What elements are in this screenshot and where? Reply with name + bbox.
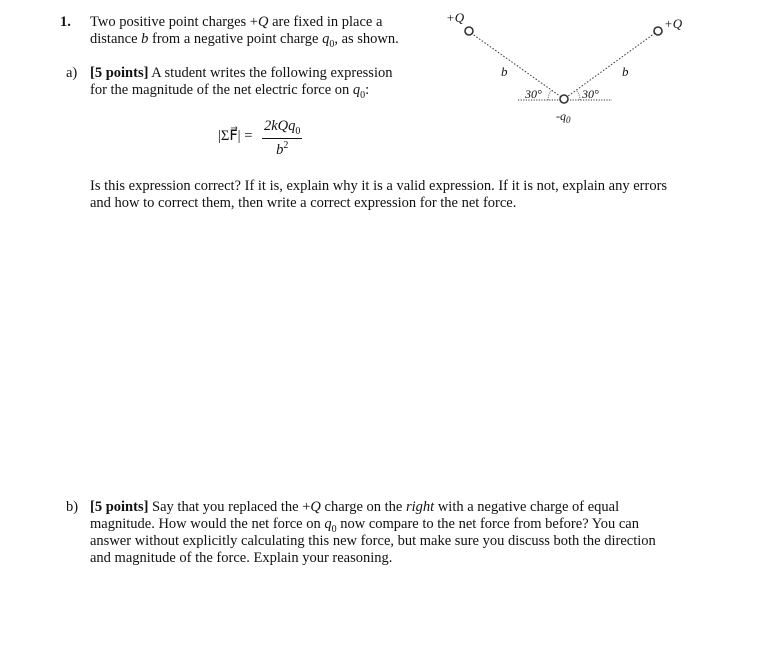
equation-lhs: |ΣF⃗| = xyxy=(218,128,253,144)
right-angle-label: 30° xyxy=(582,87,599,101)
equation-numerator: 2kQq$_0$ xyxy=(264,118,301,137)
part-b-letter: b) xyxy=(66,499,79,515)
part-a-followup-line2: and how to correct them, then write a correct expression for the net force. xyxy=(90,195,517,211)
part-b-text-line4: and magnitude of the force. Explain your reasoning. xyxy=(90,550,393,566)
part-a-text-line1: [5 points] A student writes the following expression xyxy=(90,65,393,81)
equation-fraction xyxy=(262,118,302,159)
part-a-letter: a) xyxy=(66,65,78,81)
right-distance-label: b xyxy=(622,64,629,79)
right-distance-line xyxy=(564,33,655,99)
part-b-text-line3: answer without explicitly calculating this new force, but make sure you discuss both the direction xyxy=(90,533,656,549)
right-charge-label: +Q xyxy=(664,16,683,31)
question-text-line1: Two positive point charges +Q are fixed in place a xyxy=(90,14,383,30)
center-charge-circle xyxy=(560,95,568,103)
left-charge-circle xyxy=(465,27,473,35)
question-text-line2: distance b from a negative point charge $q_0$, as shown. xyxy=(90,31,399,50)
left-angle-label: 30° xyxy=(525,87,542,101)
part-b-text-line1: [5 points] Say that you replaced the +Q charge on the right with a negative charge of equal xyxy=(90,499,620,515)
left-distance-line xyxy=(471,33,564,99)
question-number: 1. xyxy=(60,14,71,30)
part-a-text-line2: for the magnitude of the net electric force on $q_0$: xyxy=(90,82,370,101)
left-angle-arc xyxy=(548,91,551,100)
right-angle-arc xyxy=(577,91,580,100)
equation-denominator: $b^2$ xyxy=(276,139,289,158)
part-a-followup-line1: Is this expression correct? If it is, explain why it is a valid expression. If it is not, explain any errors xyxy=(90,178,668,194)
left-charge-label: +Q xyxy=(446,10,465,25)
center-charge-label: $-q_0$ xyxy=(556,109,571,125)
left-distance-label: b xyxy=(501,64,508,79)
part-b-text-line2: magnitude. How would the net force on $q_0$ now compare to the net force from before? You can xyxy=(90,516,639,535)
right-charge-circle xyxy=(654,27,662,35)
charge-diagram xyxy=(430,0,710,135)
